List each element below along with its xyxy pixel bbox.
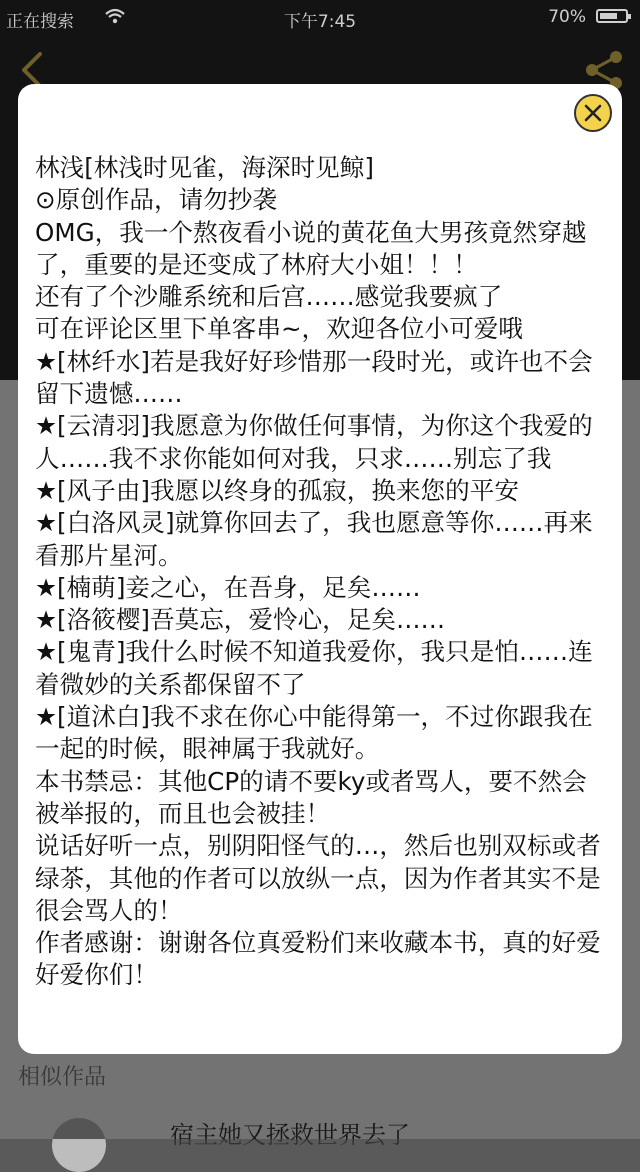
- book-intro-modal: [18, 84, 622, 1054]
- intro-line: ★[云清羽]我愿意为你做任何事情，为你这个我爱的人……我不求你能如何对我，只求……别忘了我: [35, 411, 593, 473]
- intro-line: ★[楠萌]妾之心，在吾身，足矣……: [35, 572, 421, 602]
- close-icon: [584, 104, 602, 122]
- battery-percentage: 70%: [548, 7, 586, 27]
- carrier-status: 正在搜索: [6, 12, 74, 32]
- intro-line: 可在评论区里下单客串~，欢迎各位小可爱哦: [35, 314, 523, 344]
- intro-line: ⊙原创作品，请勿抄袭: [35, 185, 277, 215]
- intro-line: 说话好听一点，别阴阳怪气的…，然后也别双标或者绿茶，其他的作者可以放纵一点，因为作者其实不是很会骂人的！: [35, 831, 601, 925]
- intro-line: ★[鬼青]我什么时候不知道我爱你，我只是怕……连着微妙的关系都保留不了: [35, 637, 593, 699]
- book-intro-text: [35, 152, 605, 992]
- battery-icon: [596, 9, 628, 23]
- battery-level: [600, 13, 617, 19]
- intro-line: 还有了个沙雕系统和后宫……感觉我要疯了: [35, 282, 503, 312]
- intro-line: ★[洛筱樱]吾莫忘，爱怜心，足矣……: [35, 605, 446, 635]
- intro-line: 林浅[林浅时见雀，海深时见鲸]: [35, 153, 374, 182]
- intro-line: 本书禁忌：其他CP的请不要ky或者骂人，要不然会被举报的，而且也会被挂！: [35, 766, 587, 828]
- intro-line: OMG，我一个熬夜看小说的黄花鱼大男孩竟然穿越了，重要的是还变成了林府大小姐！！！: [35, 217, 587, 279]
- status-bar: [0, 0, 640, 36]
- clock: 下午7:45: [283, 12, 357, 32]
- intro-line: ★[白洛风灵]就算你回去了，我也愿意等你……再来看那片星河。: [35, 508, 593, 570]
- intro-line: 作者感谢：谢谢各位真爱粉们来收藏本书，真的好爱好爱你们！: [35, 928, 601, 990]
- intro-line: ★[林纤水]若是我好好珍惜那一段时光，或许也不会留下遗憾……: [35, 346, 593, 409]
- intro-line: ★[道沭白]我不求在你心中能得第一，不过你跟我在一起的时候，眼神属于我就好。: [35, 702, 593, 764]
- intro-line: ★[风子由]我愿以终身的孤寂，换来您的平安: [35, 475, 519, 505]
- close-button[interactable]: [574, 94, 612, 132]
